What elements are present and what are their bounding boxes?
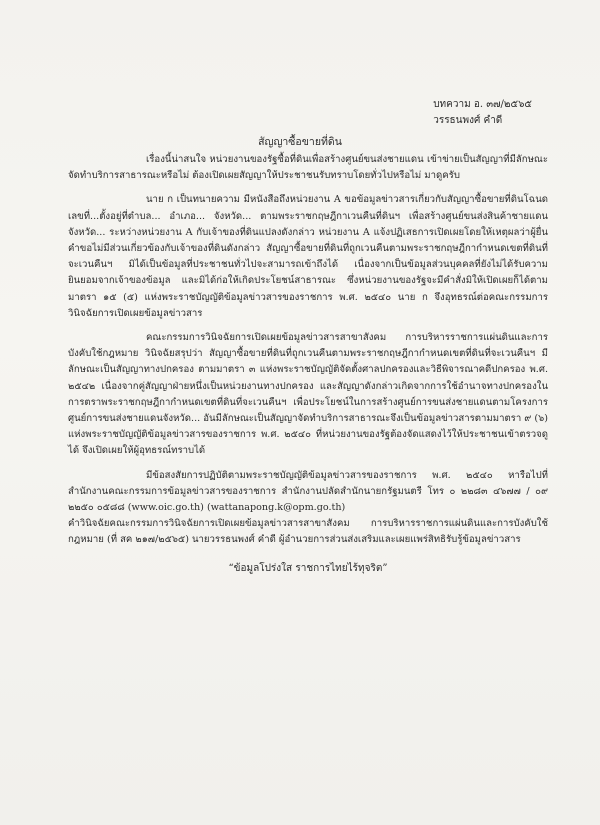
author-name: วรรธนพงศ์ คำดี: [433, 115, 503, 126]
document-title: สัญญาซื้อขายที่ดิน: [258, 136, 342, 148]
document-body: [68, 152, 548, 577]
ruling-reference: คำวินิจฉัยคณะกรรมการวินิจฉัยการเปิดเผยข้อมูลข่าวสารสาขาสังคม การบริหารราชการแผ่นดินและการบังคับใช้กฎหมาย (ที่ สค ๒๑๗/๒๕๖๕) นายวรรธนพงศ์ คำดี ผู้อำนวยการส่วนส่งเสริมและเผยแพร่สิทธิรับรู้ข้อมูลข่าวสาร: [68, 518, 548, 546]
article-reference: [433, 97, 532, 129]
contact-paragraph: มีข้อสงสัยการปฏิบัติตามพระราชบัญญัติข้อมูลข่าวสารของราชการ พ.ศ. ๒๕๔๐ หารือไปที่สำนักงานคณะกรรมการข้อมูลข่าวสารของราชการ สำนักงานปลัดสำนักนายกรัฐมนตรี โทร ๐ ๒๒๘๓ ๔๖๗๗ / ๐๙ ๒๒๕๐ ๐๕๘๘ (www.oic.go.th) (wattanapong.k@opm.go.th): [68, 469, 548, 514]
decision-paragraph: คณะกรรมการวินิจฉัยการเปิดเผยข้อมูลข่าวสารสาขาสังคม การบริหารราชการแผ่นดินและการบังคับใช้กฎหมาย วินิจฉัยสรุปว่า สัญญาซื้อขายที่ดินที่ถูกเวนคืนตามพระราชกฤษฎีกากำหนดเขตที่ดินที่จะเวนคืนฯ มีลักษณะเป็นสัญญาทางปกครอง ตามมาตรา ๓ แห่งพระราชบัญญัติจัดตั้งศาลปกครองและวิธีพิจารณาคดีปกครอง พ.ศ. ๒๕๔๒ เนื่องจากคู่สัญญาฝ่ายหนึ่งเป็นหน่วยงานทางปกครอง และสัญญาดังกล่าวเกิดจากการใช้อำนาจทางปกครองในการตราพระราชกฤษฎีกากำหนดเขตที่ดินที่จะเวนคืนฯ เพื่อประโยชน์ในการสร้างศูนย์การขนส่งชายแดนตามโครงการศูนย์การขนส่งชายแดนจังหวัด... อันมีลักษณะเป็นสัญญาจัดทำบริการสาธารณะจึงเป็นข้อมูลข่าวสารตามมาตรา ๙ (๖) แห่งพระราชบัญญัติข้อมูลข่าวสารของราชการ พ.ศ. ๒๕๔๐ ที่หน่วยงานของรัฐต้องจัดแสดงไว้ให้ประชาชนเข้าตรวจดูได้ จึงเปิดเผยให้ผู้อุทธรณ์ทราบได้: [68, 332, 548, 457]
intro-paragraph: เรื่องนี้น่าสนใจ หน่วยงานของรัฐซื้อที่ดินเพื่อสร้างศูนย์ขนส่งชายแดน เข้าข่ายเป็นสัญญาที่มีลักษณะจัดทำบริการสาธารณะหรือไม่ ต้องเปิดเผยสัญญาให้ประชาชนรับทราบโดยทั่วไปหรือไม่ มาดูครับ: [68, 154, 548, 182]
slogan: “ข้อมูลโปร่งใส ราชการไทยไร้ทุจริต”: [228, 562, 388, 574]
article-number: บทความ อ. ๓๗/๒๕๖๕: [433, 99, 532, 110]
facts-paragraph: นาย ก เป็นทนายความ มีหนังสือถึงหน่วยงาน A ขอข้อมูลข่าวสารเกี่ยวกับสัญญาซื้อขายที่ดินโฉนดเลขที่...ตั้งอยู่ที่ตำบล... อำเภอ... จังหวัด... ตามพระราชกฤษฎีกาเวนคืนที่ดินฯ เพื่อสร้างศูนย์ขนส่งสินค้าชายแดนจังหวัด... ระหว่างหน่วยงาน A กับเจ้าของที่ดินแปลงดังกล่าว หน่วยงาน A แจ้งปฏิเสธการเปิดเผยโดยให้เหตุผลว่าผู้ยื่นคำขอไม่มีส่วนเกี่ยวข้องกับเจ้าของที่ดินดังกล่าว สัญญาซื้อขายที่ดินที่ถูกเวนคืนตามพระราชกฤษฎีกากำหนดเขตที่ดินที่จะเวนคืนฯ มิได้เป็นข้อมูลที่ประชาชนทั่วไปจะสามารถเข้าถึงได้ เนื่องจากเป็นข้อมูลส่วนบุคคลที่ยังไม่ได้รับความยินยอมจากเจ้าของข้อมูล และมิได้ก่อให้เกิดประโยชน์สาธารณะ ซึ่งหน่วยงานของรัฐจะมีคำสั่งมิให้เปิดเผยก็ได้ตามมาตรา ๑๕ (๕) แห่งพระราชบัญญัติข้อมูลข่าวสารของราชการ พ.ศ. ๒๕๔๐ นาย ก จึงอุทธรณ์ต่อคณะกรรมการวินิจฉัยการเปิดเผยข้อมูลข่าวสาร: [68, 194, 548, 319]
